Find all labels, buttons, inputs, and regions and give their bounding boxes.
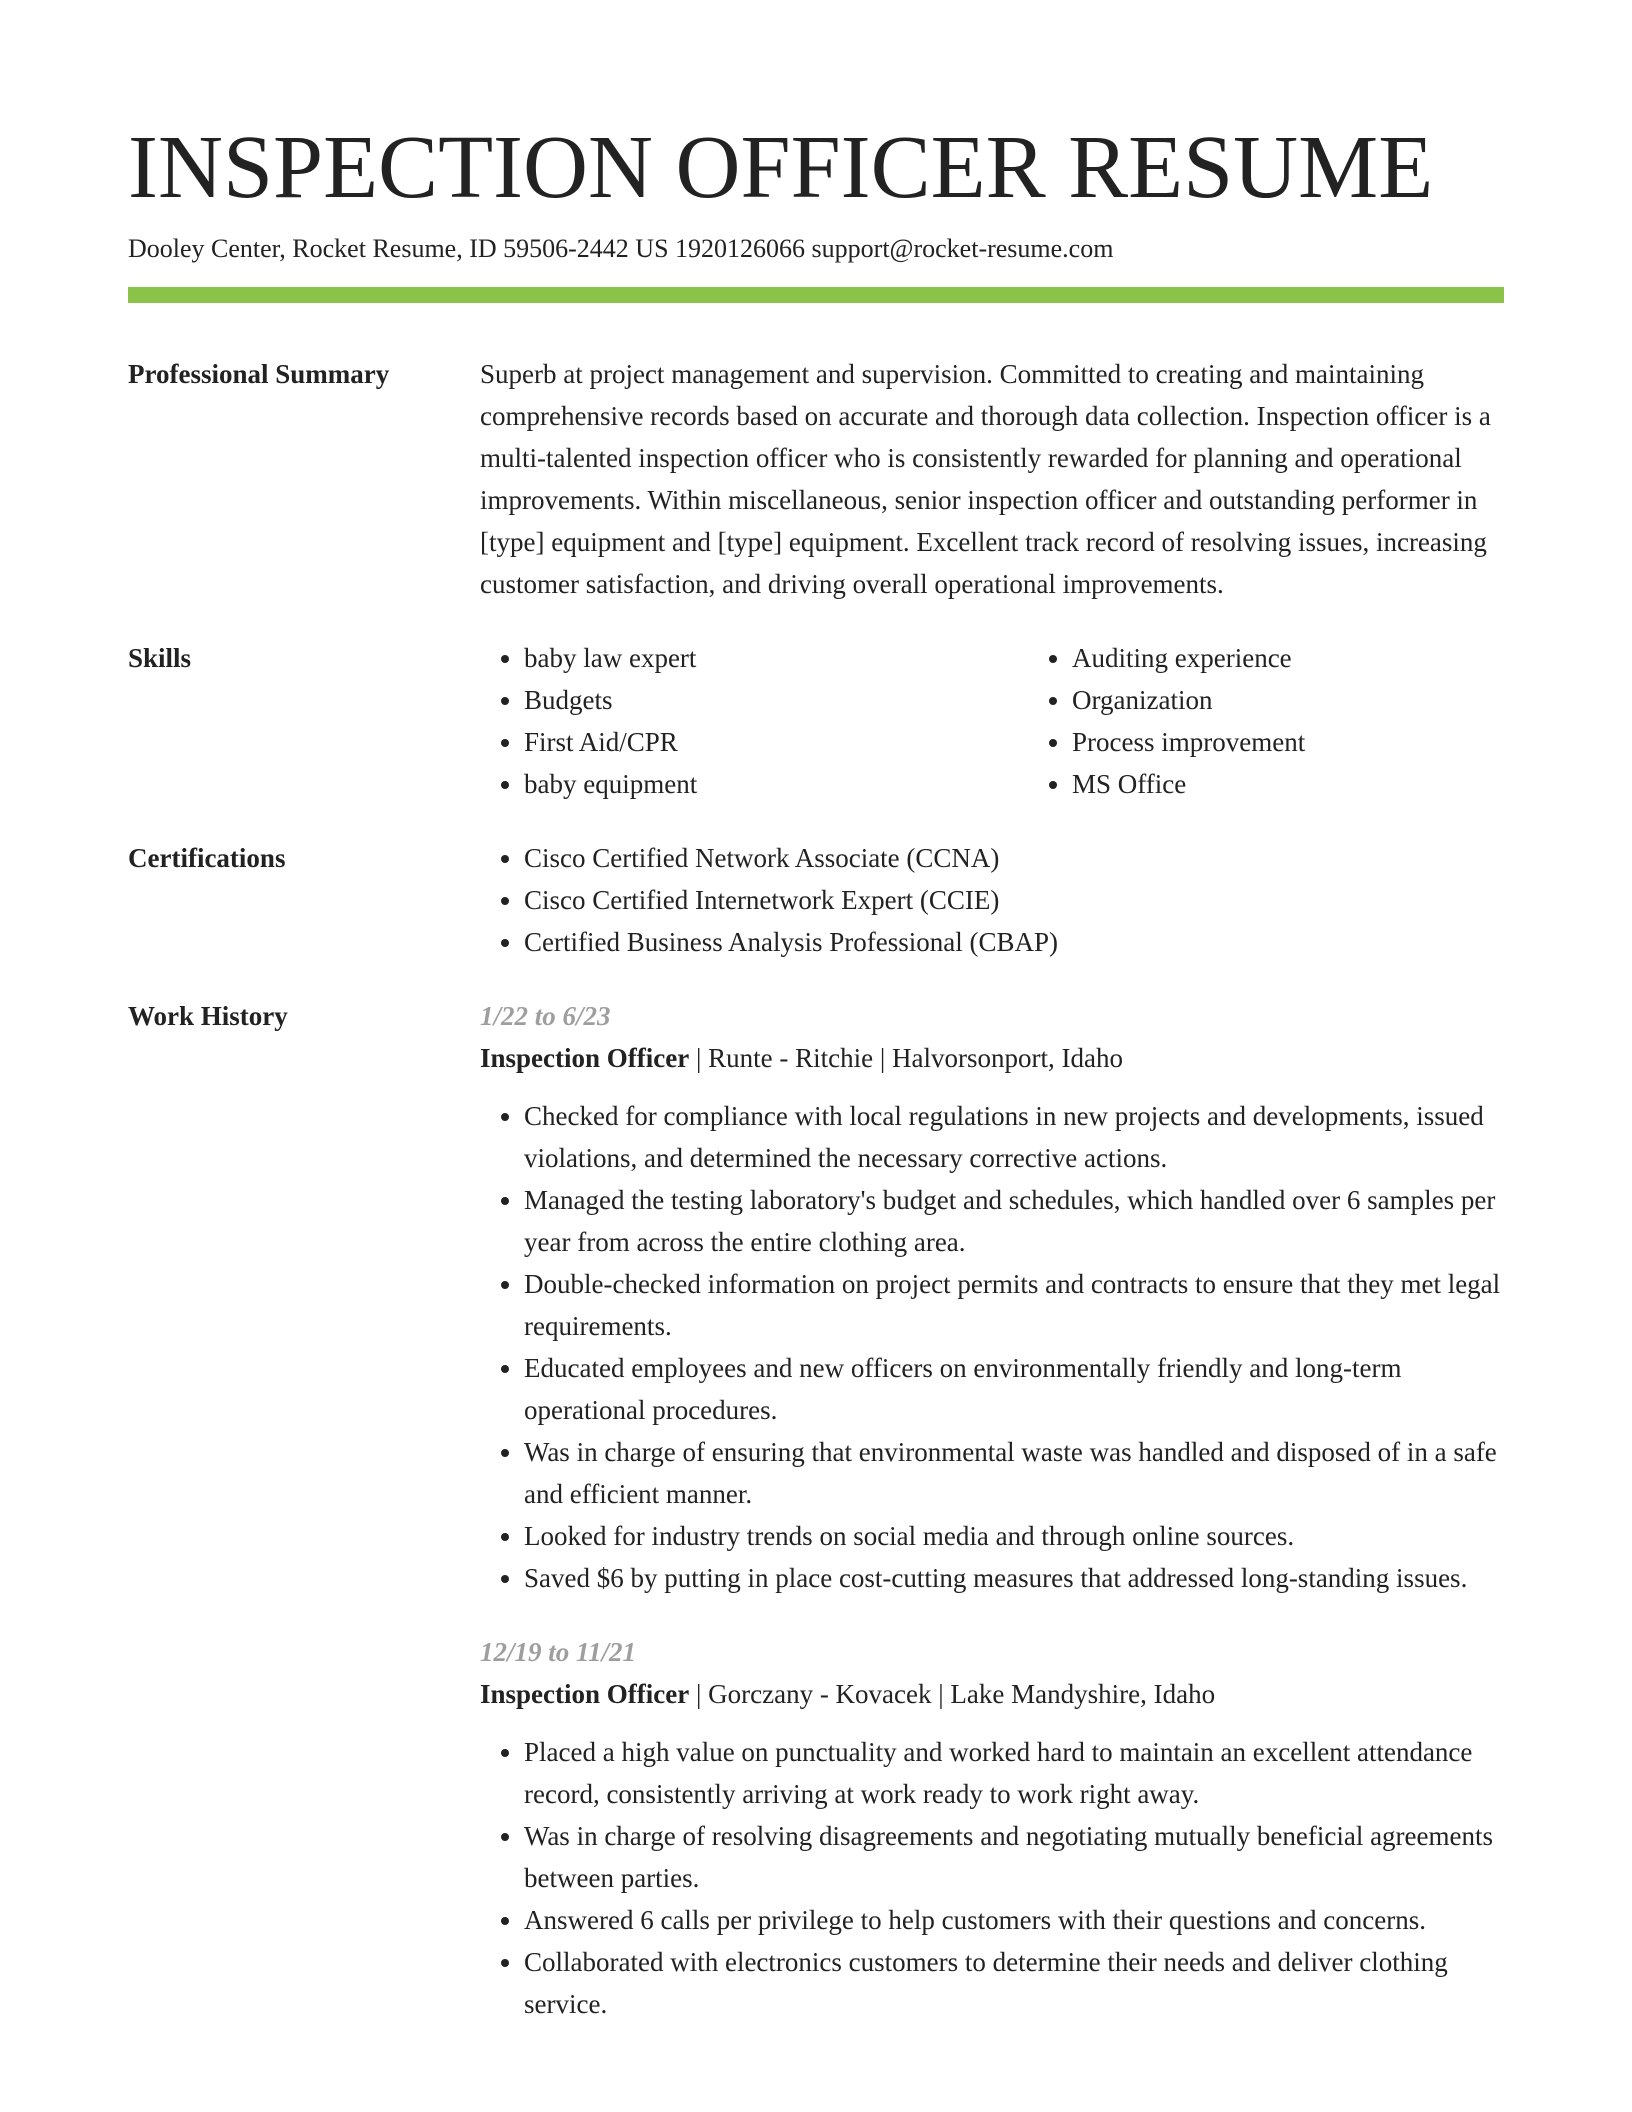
- job-dates: 1/22 to 6/23: [480, 1001, 611, 1031]
- professional-summary-section: [128, 353, 1504, 605]
- job-bullet: • Placed a high value on punctuality and worked hard to maintain an excellent attendance record, consistently arriving at work ready to work right away.: [524, 1731, 1504, 1815]
- job-bullets: [480, 1731, 1504, 2025]
- job-bullet: • Looked for industry trends on social media and through online sources.: [524, 1515, 1504, 1557]
- skill-item: • baby law expert: [524, 637, 1028, 679]
- section-label-summary: Professional Summary: [128, 359, 390, 389]
- skill-item: • Budgets: [524, 679, 1028, 721]
- skills-list-left: [480, 637, 1028, 805]
- section-label-work-history: Work History: [128, 1001, 288, 1031]
- certification-item: • Cisco Certified Network Associate (CCNA): [524, 837, 1504, 879]
- job-title: Inspection Officer: [480, 1679, 690, 1709]
- job-company-location: | Gorczany - Kovacek | Lake Mandyshire, Idaho: [689, 1679, 1216, 1709]
- skill-item: • MS Office: [1072, 763, 1504, 805]
- job-bullet: • Was in charge of resolving disagreements and negotiating mutually beneficial agreements between parties.: [524, 1815, 1504, 1899]
- skill-item: • First Aid/CPR: [524, 721, 1028, 763]
- summary-text: Superb at project management and supervision. Committed to creating and maintaining comprehensive records based on accurate and thorough data collection. Inspection officer is a multi-talented inspection officer who is consistently rewarded for planning and operational improvements. Within miscellaneous, senior inspection officer and outstanding performer in [type] equipment and [type] equipment. Excellent track record of resolving issues, increasing customer satisfaction, and driving overall operational improvements.: [480, 359, 1491, 599]
- certification-item: • Certified Business Analysis Professional (CBAP): [524, 921, 1504, 963]
- job-bullet: • Educated employees and new officers on environmentally friendly and long-term operational procedures.: [524, 1347, 1504, 1431]
- certifications-section: [128, 837, 1504, 963]
- accent-divider: [128, 287, 1504, 303]
- job-bullet: • Double-checked information on project permits and contracts to ensure that they met legal requirements.: [524, 1263, 1504, 1347]
- contact-line: Dooley Center, Rocket Resume, ID 59506-2442 US 1920126066 support@rocket-resume.com: [128, 234, 1114, 263]
- job-entry: [480, 1631, 1504, 2025]
- resume-page: [128, 118, 1504, 2025]
- skills-section: [128, 637, 1504, 805]
- job-bullets: [480, 1095, 1504, 1599]
- job-bullet: • Answered 6 calls per privilege to help customers with their questions and concerns.: [524, 1899, 1504, 1941]
- section-label-certifications: Certifications: [128, 843, 286, 873]
- job-heading: [480, 1037, 1504, 1079]
- resume-title: INSPECTION OFFICER RESUME: [128, 118, 1434, 217]
- skill-item: • Process improvement: [1072, 721, 1504, 763]
- section-label-skills: Skills: [128, 643, 192, 673]
- job-bullet: • Saved $6 by putting in place cost-cutting measures that addressed long-standing issues.: [524, 1557, 1504, 1599]
- job-dates: 12/19 to 11/21: [480, 1637, 637, 1667]
- job-bullet: • Checked for compliance with local regulations in new projects and developments, issued violations, and determined the necessary corrective actions.: [524, 1095, 1504, 1179]
- job-title: Inspection Officer: [480, 1043, 690, 1073]
- job-bullet: • Managed the testing laboratory's budget and schedules, which handled over 6 samples per year from across the entire clothing area.: [524, 1179, 1504, 1263]
- skill-item: • Auditing experience: [1072, 637, 1504, 679]
- work-history-section: [128, 995, 1504, 2025]
- job-company-location: | Runte - Ritchie | Halvorsonport, Idaho: [689, 1043, 1123, 1073]
- certifications-list: [480, 837, 1504, 963]
- job-bullet: • Was in charge of ensuring that environmental waste was handled and disposed of in a safe and efficient manner.: [524, 1431, 1504, 1515]
- skill-item: • Organization: [1072, 679, 1504, 721]
- job-entry: [480, 995, 1504, 1599]
- skills-columns: [480, 637, 1504, 805]
- skill-item: • baby equipment: [524, 763, 1028, 805]
- skills-list-right: [1028, 637, 1504, 805]
- certification-item: • Cisco Certified Internetwork Expert (CCIE): [524, 879, 1504, 921]
- job-heading: [480, 1673, 1504, 1715]
- job-bullet: • Collaborated with electronics customers to determine their needs and deliver clothing service.: [524, 1941, 1504, 2025]
